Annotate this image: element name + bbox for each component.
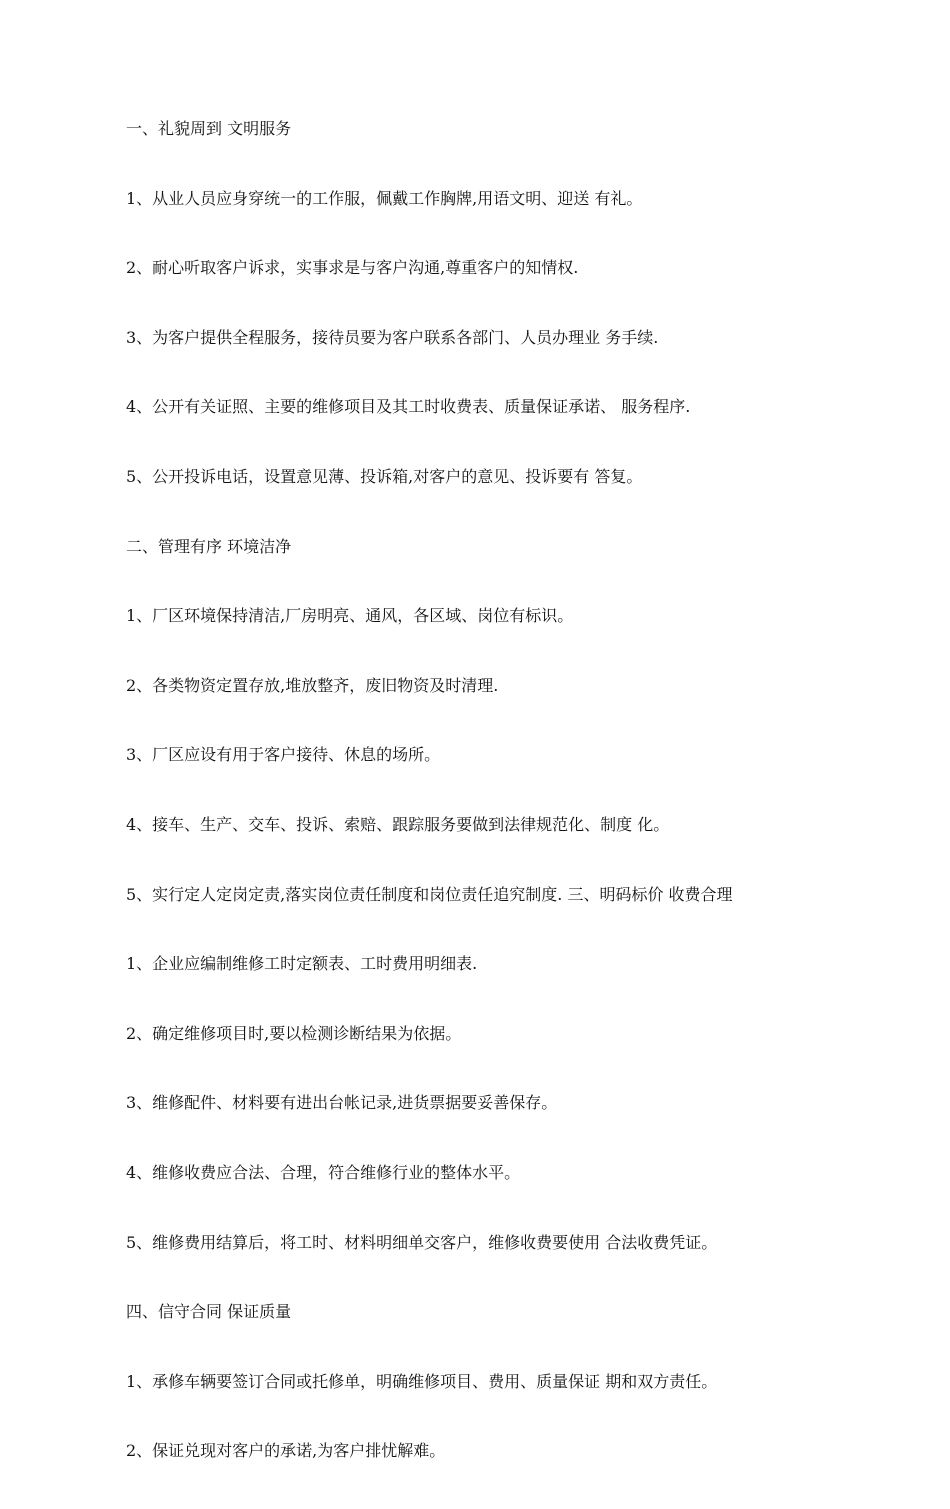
paragraph-2-2: 2、各类物资定置存放,堆放整齐，废旧物资及时清理. (126, 675, 499, 695)
paragraph-1-3: 3、为客户提供全程服务，接待员要为客户联系各部门、人员办理业 务手续. (126, 327, 659, 347)
document-body (126, 101, 916, 1509)
section-heading-1: 一、礼貌周到 文明服务 (126, 119, 292, 138)
paragraph-2-3: 3、厂区应设有用于客户接待、休息的场所。 (126, 745, 441, 765)
paragraph-2-5-and-section-heading-3: 5、实行定人定岗定责,落实岗位责任制度和岗位责任追究制度. 三、明码标价 收费合理 (126, 884, 733, 904)
section-heading-2: 二、管理有序 环境洁净 (126, 536, 292, 556)
paragraph-1-5: 5、公开投诉电话，设置意见薄、投诉箱,对客户的意见、投诉要有 答复。 (126, 466, 643, 486)
paragraph-3-3: 3、维修配件、材料要有进出台帐记录,进货票据要妥善保存。 (126, 1093, 558, 1113)
paragraph-4-1: 1、承修车辆要签订合同或托修单，明确维修项目、费用、质量保证 期和双方责任。 (126, 1371, 718, 1391)
paragraph-3-5: 5、维修费用结算后，将工时、材料明细单交客户，维修收费要使用 合法收费凭证。 (126, 1232, 718, 1252)
paragraph-1-4: 4、公开有关证照、主要的维修项目及其工时收费表、质量保证承诺、 服务程序. (126, 397, 691, 417)
paragraph-4-2: 2、保证兑现对客户的承诺,为客户排忧解难。 (126, 1441, 446, 1461)
paragraph-1-2: 2、耐心听取客户诉求，实事求是与客户沟通,尊重客户的知情权. (126, 258, 579, 278)
paragraph-3-4: 4、维修收费应合法、合理，符合维修行业的整体水平。 (126, 1162, 521, 1182)
section-heading-4: 四、信守合同 保证质量 (126, 1302, 292, 1322)
paragraph-2-1: 1、厂区环境保持清洁,厂房明亮、通风，各区域、岗位有标识。 (126, 606, 574, 626)
paragraph-3-2: 2、确定维修项目时,要以检测诊断结果为依据。 (126, 1023, 462, 1043)
paragraph-1-1: 1、从业人员应身穿统一的工作服，佩戴工作胸牌,用语文明、迎送 有礼。 (126, 188, 643, 208)
paragraph-3-1: 1、企业应编制维修工时定额表、工时费用明细表. (126, 954, 478, 974)
paragraph-2-4: 4、接车、生产、交车、投诉、索赔、跟踪服务要做到法律规范化、制度 化。 (126, 814, 670, 834)
